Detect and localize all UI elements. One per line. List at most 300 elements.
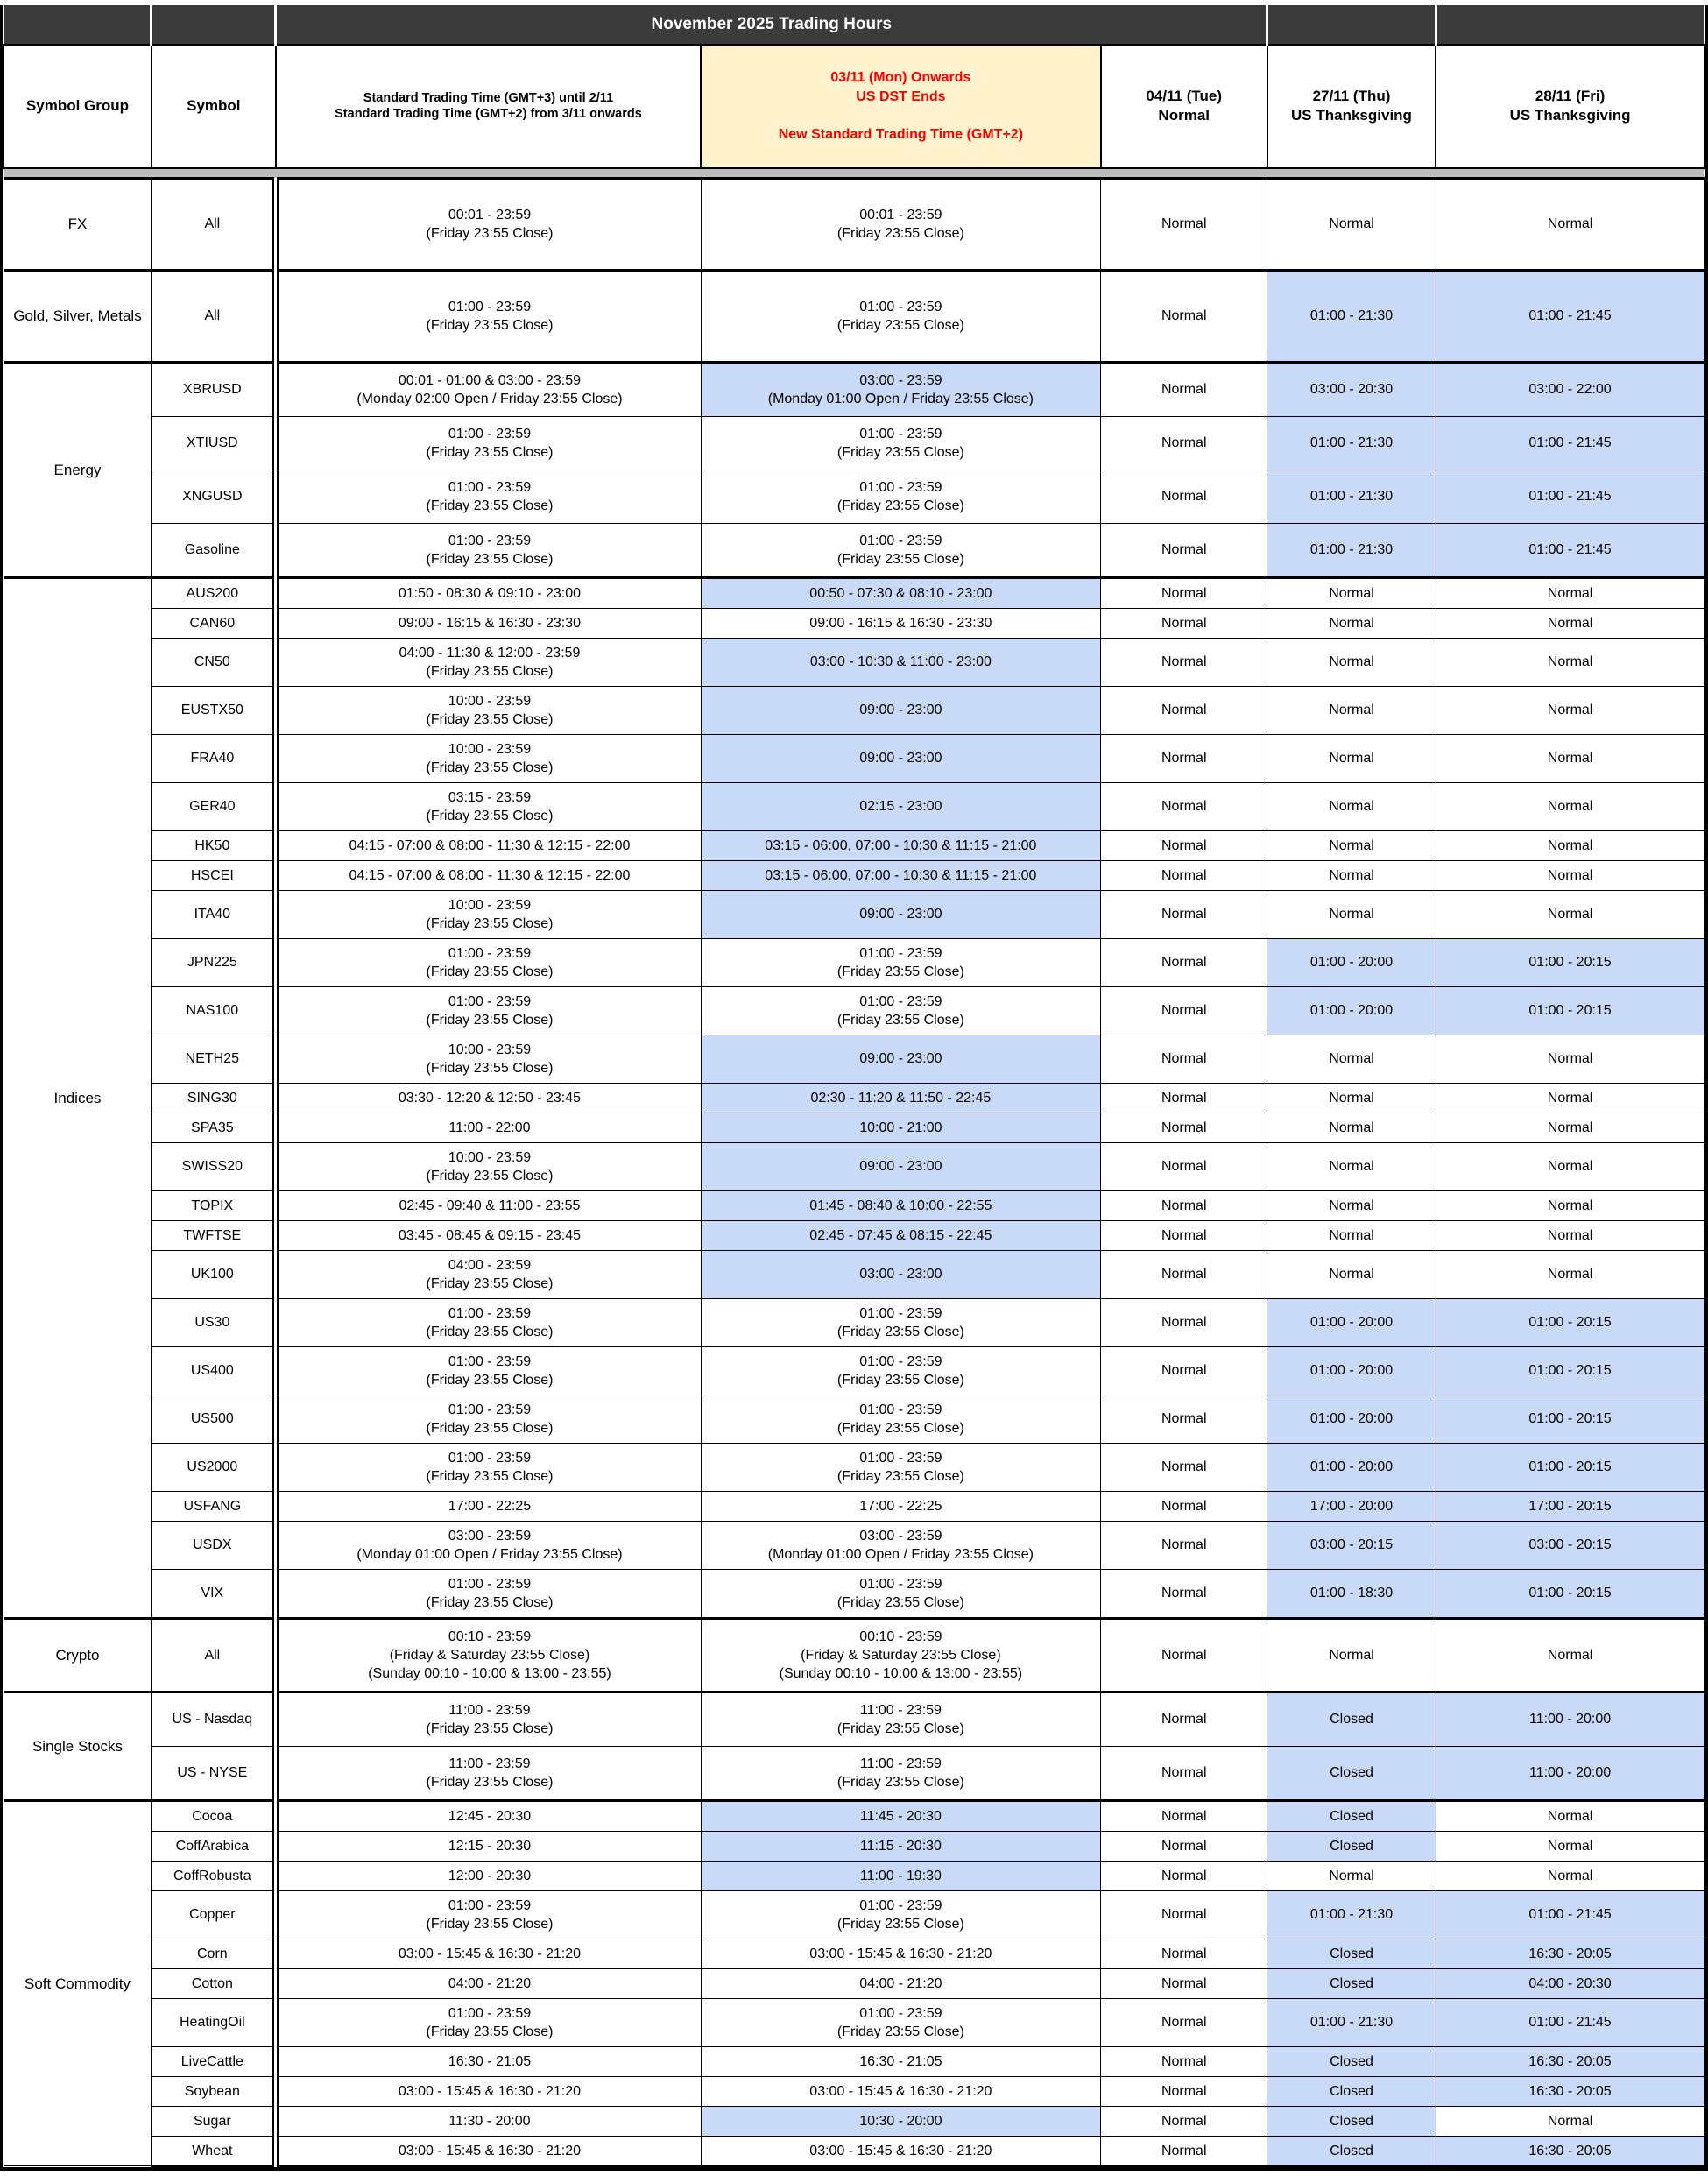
table-row xyxy=(4,2076,1704,2106)
day-date: 04/11 (Tue) xyxy=(1146,88,1223,105)
cell-2811 xyxy=(1436,1618,1704,1692)
cell-2711 xyxy=(1267,1521,1436,1569)
cell-line: 00:01 - 01:00 & 03:00 - 23:59 xyxy=(398,372,582,388)
cell-line: 11:15 - 20:30 xyxy=(859,1838,942,1854)
cell-2811 xyxy=(1436,860,1704,890)
cell-2711 xyxy=(1267,638,1436,686)
cell-line: Normal xyxy=(1161,799,1207,815)
cell-0411 xyxy=(1101,638,1267,686)
cell-line: Normal xyxy=(1161,1586,1207,1601)
cell-line: 03:00 - 15:45 & 16:30 - 21:20 xyxy=(398,1946,582,1961)
cell-2711 xyxy=(1267,608,1436,638)
cell-line: 01:00 - 21:45 xyxy=(1528,542,1612,558)
cell-standard-time xyxy=(276,2046,701,2076)
cell-line: Closed xyxy=(1330,1838,1373,1854)
cell-2811 xyxy=(1436,270,1704,362)
cell-0411 xyxy=(1101,1220,1267,1250)
cell-line: 12:15 - 20:30 xyxy=(448,1838,532,1854)
cell-line: (Friday 23:55 Close) xyxy=(426,444,554,460)
cell-standard-time xyxy=(276,362,701,416)
col-header-symbol: Symbol xyxy=(152,45,276,168)
cell-line: Normal xyxy=(1161,308,1207,324)
symbol-cell: NAS100 xyxy=(152,986,276,1035)
cell-line: Normal xyxy=(1547,837,1593,853)
symbol-cell: Copper xyxy=(152,1890,276,1939)
cell-line: 01:00 - 20:00 xyxy=(1309,1363,1394,1379)
cell-0411 xyxy=(1101,470,1267,523)
cell-line: Normal xyxy=(1161,615,1207,631)
cell-2811 xyxy=(1436,1692,1704,1746)
cell-standard-time xyxy=(276,1998,701,2046)
cell-2711 xyxy=(1267,1861,1436,1890)
cell-dst-time xyxy=(701,938,1100,986)
cell-line: Normal xyxy=(1161,1537,1207,1553)
symbol-cell: ITA40 xyxy=(152,890,276,938)
cell-line: Normal xyxy=(1161,2015,1207,2031)
cell-0411 xyxy=(1101,860,1267,890)
cell-line: 12:00 - 20:30 xyxy=(448,1868,532,1883)
symbol-cell: CoffRobusta xyxy=(152,1861,276,1890)
cell-line: (Friday 23:55 Close) xyxy=(836,225,964,241)
table-row xyxy=(4,890,1704,938)
cell-dst-time xyxy=(701,1939,1100,1968)
cell-line: 01:00 - 21:30 xyxy=(1309,435,1394,451)
separator-band xyxy=(4,168,1704,179)
cell-line: 01:00 - 20:15 xyxy=(1528,1363,1612,1379)
cell-2811 xyxy=(1436,470,1704,523)
cell-line: 03:00 - 23:59 xyxy=(859,372,942,388)
cell-dst-time xyxy=(701,1298,1100,1346)
col-header-symbol-group: Symbol Group xyxy=(4,45,152,168)
cell-line: 01:00 - 23:59 xyxy=(859,533,942,548)
cell-line: 01:00 - 21:30 xyxy=(1309,489,1394,505)
cell-line: 01:00 - 20:15 xyxy=(1528,1003,1612,1019)
cell-line: 01:00 - 20:00 xyxy=(1309,955,1394,971)
cell-line: 01:00 - 21:45 xyxy=(1528,308,1612,324)
dst-spacer xyxy=(709,106,1092,125)
cell-0411 xyxy=(1101,782,1267,830)
cell-standard-time xyxy=(276,2106,701,2136)
cell-line: Normal xyxy=(1161,1946,1207,1961)
col-header-2711 xyxy=(1267,45,1436,168)
cell-line: Normal xyxy=(1161,1975,1207,1991)
cell-line: 02:45 - 09:40 & 11:00 - 23:55 xyxy=(399,1198,581,1213)
symbol-cell: US400 xyxy=(152,1346,276,1395)
table-row xyxy=(4,686,1704,734)
cell-dst-time xyxy=(701,1142,1100,1190)
symbol-cell: Soybean xyxy=(152,2076,276,2106)
cell-line: (Friday 23:55 Close) xyxy=(426,1774,554,1790)
cell-standard-time xyxy=(276,1939,701,1968)
cell-2711 xyxy=(1267,470,1436,523)
cell-line: 01:00 - 23:59 xyxy=(859,945,942,961)
symbol-cell: NETH25 xyxy=(152,1035,276,1083)
cell-line: 16:30 - 21:05 xyxy=(448,2053,532,2069)
cell-dst-time xyxy=(701,1998,1100,2046)
cell-0411 xyxy=(1101,1692,1267,1746)
title-bar-segment xyxy=(1436,5,1704,45)
cell-line: Normal xyxy=(1547,1838,1593,1854)
cell-line: 01:00 - 23:59 xyxy=(448,299,532,314)
cell-line: 11:00 - 19:30 xyxy=(859,1868,942,1883)
cell-standard-time xyxy=(276,178,701,270)
cell-dst-time xyxy=(701,1035,1100,1083)
cell-2711 xyxy=(1267,830,1436,860)
cell-line: 04:15 - 07:00 & 08:00 - 11:30 & 12:15 - 22:00 xyxy=(349,867,631,883)
cell-2711 xyxy=(1267,686,1436,734)
cell-line: 00:01 - 23:59 xyxy=(448,207,532,223)
cell-line: (Friday 23:55 Close) xyxy=(836,1012,964,1028)
table-row xyxy=(4,1569,1704,1618)
cell-line: Normal xyxy=(1161,1868,1207,1883)
cell-line: 00:10 - 23:59 xyxy=(859,1628,942,1644)
cell-dst-time xyxy=(701,1569,1100,1618)
cell-line: Closed xyxy=(1330,1765,1373,1781)
symbol-cell: Cocoa xyxy=(152,1800,276,1831)
cell-line: Normal xyxy=(1329,799,1374,815)
cell-line: (Friday 23:55 Close) xyxy=(426,964,554,979)
separator-band-fill xyxy=(4,168,1704,179)
symbol-cell: US2000 xyxy=(152,1443,276,1491)
cell-line: Normal xyxy=(1161,1051,1207,1067)
symbol-group-cell: Gold, Silver, Metals xyxy=(4,270,152,362)
cell-line: Normal xyxy=(1547,2113,1593,2129)
cell-2811 xyxy=(1436,1998,1704,2046)
cell-dst-time xyxy=(701,2046,1100,2076)
cell-line: Normal xyxy=(1161,654,1207,670)
cell-standard-time xyxy=(276,860,701,890)
cell-line: Normal xyxy=(1547,1647,1593,1663)
cell-line: Normal xyxy=(1329,837,1374,853)
cell-line: 01:00 - 21:30 xyxy=(1309,2015,1394,2031)
symbol-cell: Sugar xyxy=(152,2106,276,2136)
cell-line: (Monday 01:00 Open / Friday 23:55 Close) xyxy=(767,1546,1034,1562)
symbol-cell: HSCEI xyxy=(152,860,276,890)
dst-line: New Standard Trading Time (GMT+2) xyxy=(778,127,1024,143)
cell-line: Normal xyxy=(1547,751,1593,767)
symbol-cell: AUS200 xyxy=(152,577,276,608)
cell-line: 11:00 - 23:59 xyxy=(859,1756,942,1771)
cell-line: 09:00 - 23:00 xyxy=(859,1051,942,1067)
table-row xyxy=(4,1298,1704,1346)
table-row xyxy=(4,1190,1704,1220)
cell-2711 xyxy=(1267,1569,1436,1618)
cell-line: Normal xyxy=(1161,1907,1207,1923)
cell-line: Closed xyxy=(1330,1975,1373,1991)
symbol-group-cell: Energy xyxy=(4,362,152,577)
cell-line: Normal xyxy=(1329,751,1374,767)
cell-line: (Friday 23:55 Close) xyxy=(426,759,554,775)
cell-dst-time xyxy=(701,2106,1100,2136)
cell-2711 xyxy=(1267,1831,1436,1861)
cell-line: 01:00 - 20:00 xyxy=(1309,1411,1394,1427)
cell-2711 xyxy=(1267,782,1436,830)
cell-line: (Friday 23:55 Close) xyxy=(836,1594,964,1610)
cell-standard-time xyxy=(276,608,701,638)
table-row xyxy=(4,1861,1704,1890)
cell-line: (Friday 23:55 Close) xyxy=(426,711,554,727)
cell-dst-time xyxy=(701,1250,1100,1298)
cell-line: 03:45 - 08:45 & 09:15 - 23:45 xyxy=(398,1227,582,1243)
cell-line: (Friday 23:55 Close) xyxy=(426,498,554,513)
page-title: November 2025 Trading Hours xyxy=(276,5,1267,45)
cell-line: Normal xyxy=(1329,1267,1374,1282)
cell-2711 xyxy=(1267,1968,1436,1998)
symbol-cell: SPA35 xyxy=(152,1113,276,1142)
cell-line: Normal xyxy=(1161,216,1207,232)
cell-2711 xyxy=(1267,1250,1436,1298)
cell-line: 01:00 - 21:45 xyxy=(1528,489,1612,505)
cell-line: 01:00 - 21:45 xyxy=(1528,2015,1612,2031)
table-row xyxy=(4,270,1704,362)
cell-standard-time xyxy=(276,830,701,860)
cell-dst-time xyxy=(701,1861,1100,1890)
col-header-standard-time xyxy=(276,45,701,168)
cell-2811 xyxy=(1436,178,1704,270)
table-row xyxy=(4,523,1704,577)
cell-2711 xyxy=(1267,2046,1436,2076)
cell-line: (Friday 23:55 Close) xyxy=(426,1168,554,1183)
cell-dst-time xyxy=(701,362,1100,416)
cell-line: Normal xyxy=(1161,955,1207,971)
cell-2811 xyxy=(1436,1890,1704,1939)
cell-line: 09:00 - 16:15 & 16:30 - 23:30 xyxy=(398,615,582,631)
cell-line: 09:00 - 23:00 xyxy=(859,907,942,922)
dst-line: 03/11 (Mon) Onwards xyxy=(830,70,971,85)
cell-line: Normal xyxy=(1329,867,1374,883)
title-bar-segment xyxy=(1267,5,1436,45)
cell-0411 xyxy=(1101,2076,1267,2106)
table-row xyxy=(4,1968,1704,1998)
cell-line: 01:00 - 20:15 xyxy=(1528,1586,1612,1601)
cell-line: 01:00 - 20:15 xyxy=(1528,1315,1612,1331)
cell-line: (Friday 23:55 Close) xyxy=(426,1916,554,1932)
cell-2811 xyxy=(1436,523,1704,577)
cell-line: 09:00 - 23:00 xyxy=(859,751,942,767)
cell-line: Normal xyxy=(1161,837,1207,853)
cell-2711 xyxy=(1267,734,1436,782)
cell-line: (Friday 23:55 Close) xyxy=(836,1720,964,1736)
cell-dst-time xyxy=(701,1692,1100,1746)
cell-line: 10:30 - 20:00 xyxy=(859,2113,942,2129)
cell-0411 xyxy=(1101,1298,1267,1346)
dst-line: US DST Ends xyxy=(856,88,946,104)
cell-dst-time xyxy=(701,830,1100,860)
cell-2711 xyxy=(1267,2076,1436,2106)
cell-line: 10:00 - 23:59 xyxy=(448,693,532,709)
col-header-2811 xyxy=(1436,45,1704,168)
table-row xyxy=(4,1142,1704,1190)
cell-line: 01:00 - 23:59 xyxy=(859,479,942,495)
cell-line: (Friday 23:55 Close) xyxy=(426,663,554,679)
cell-2811 xyxy=(1436,1250,1704,1298)
cell-dst-time xyxy=(701,416,1100,470)
cell-standard-time xyxy=(276,1800,701,1831)
cell-line: Normal xyxy=(1329,615,1374,631)
cell-0411 xyxy=(1101,830,1267,860)
cell-standard-time xyxy=(276,1190,701,1220)
cell-0411 xyxy=(1101,270,1267,362)
cell-line: (Friday 23:55 Close) xyxy=(836,1916,964,1932)
table-row xyxy=(4,1035,1704,1083)
cell-standard-time xyxy=(276,890,701,938)
cell-line: 01:00 - 23:59 xyxy=(448,1897,532,1913)
symbol-cell: US - Nasdaq xyxy=(152,1692,276,1746)
day-date: 28/11 (Fri) xyxy=(1535,88,1606,105)
cell-2811 xyxy=(1436,2136,1704,2166)
symbol-cell: LiveCattle xyxy=(152,2046,276,2076)
cell-line: Normal xyxy=(1161,1411,1207,1427)
cell-2711 xyxy=(1267,1298,1436,1346)
cell-line: 03:00 - 15:45 & 16:30 - 21:20 xyxy=(809,1946,992,1961)
cell-line: 01:00 - 23:59 xyxy=(859,1576,942,1592)
cell-2711 xyxy=(1267,1083,1436,1113)
cell-line: (Friday 23:55 Close) xyxy=(836,1468,964,1484)
cell-line: Normal xyxy=(1329,1868,1374,1883)
cell-2811 xyxy=(1436,1443,1704,1491)
cell-line: (Friday 23:55 Close) xyxy=(426,915,554,931)
cell-line: Normal xyxy=(1547,585,1593,601)
cell-dst-time xyxy=(701,1521,1100,1569)
table-row xyxy=(4,1831,1704,1861)
cell-0411 xyxy=(1101,938,1267,986)
cell-line: 03:00 - 15:45 & 16:30 - 21:20 xyxy=(398,2083,582,2099)
cell-line: 00:01 - 23:59 xyxy=(859,207,942,223)
cell-line: 01:00 - 23:59 xyxy=(448,479,532,495)
table-row xyxy=(4,2046,1704,2076)
symbol-cell: All xyxy=(152,1618,276,1692)
cell-0411 xyxy=(1101,178,1267,270)
cell-line: 01:00 - 23:59 xyxy=(859,1353,942,1369)
symbol-cell: VIX xyxy=(152,1569,276,1618)
table-row xyxy=(4,1746,1704,1800)
cell-line: 01:00 - 23:59 xyxy=(448,993,532,1009)
cell-2811 xyxy=(1436,1142,1704,1190)
cell-dst-time xyxy=(701,1190,1100,1220)
cell-dst-time xyxy=(701,178,1100,270)
cell-line: (Friday & Saturday 23:55 Close) xyxy=(801,1647,1001,1663)
cell-dst-time xyxy=(701,1968,1100,1998)
table-row xyxy=(4,470,1704,523)
cell-2811 xyxy=(1436,1220,1704,1250)
day-note: US Thanksgiving xyxy=(1291,107,1412,124)
cell-2811 xyxy=(1436,1831,1704,1861)
cell-line: 03:00 - 15:45 & 16:30 - 21:20 xyxy=(809,2143,992,2158)
symbol-cell: CoffArabica xyxy=(152,1831,276,1861)
symbol-cell: SWISS20 xyxy=(152,1142,276,1190)
cell-line: Normal xyxy=(1161,435,1207,451)
cell-line: (Friday 23:55 Close) xyxy=(426,317,554,333)
cell-line: 10:00 - 23:59 xyxy=(448,1149,532,1165)
cell-line: Normal xyxy=(1161,2083,1207,2099)
cell-line: 04:00 - 21:20 xyxy=(448,1975,532,1991)
cell-line: 11:45 - 20:30 xyxy=(859,1808,942,1824)
cell-line: 00:10 - 23:59 xyxy=(448,1628,532,1644)
cell-line: 03:15 - 06:00, 07:00 - 10:30 & 11:15 - 21:00 xyxy=(765,867,1037,883)
cell-0411 xyxy=(1101,1939,1267,1968)
cell-line: 03:00 - 20:15 xyxy=(1309,1537,1394,1553)
cell-line: Closed xyxy=(1330,1808,1373,1824)
cell-standard-time xyxy=(276,1491,701,1521)
cell-standard-time xyxy=(276,1113,701,1142)
cell-line: Closed xyxy=(1330,1712,1373,1727)
cell-2711 xyxy=(1267,1491,1436,1521)
cell-line: (Monday 01:00 Open / Friday 23:55 Close) xyxy=(767,391,1034,406)
title-bar-segment xyxy=(152,5,276,45)
cell-standard-time xyxy=(276,523,701,577)
cell-line: Normal xyxy=(1547,1267,1593,1282)
cell-line: (Friday 23:55 Close) xyxy=(836,1774,964,1790)
cell-2811 xyxy=(1436,1800,1704,1831)
cell-line: (Friday 23:55 Close) xyxy=(836,2024,964,2039)
symbol-cell: USFANG xyxy=(152,1491,276,1521)
cell-dst-time xyxy=(701,2076,1100,2106)
cell-2811 xyxy=(1436,416,1704,470)
cell-line: 01:50 - 08:30 & 09:10 - 23:00 xyxy=(398,585,582,601)
cell-line: 02:15 - 23:00 xyxy=(859,799,942,815)
cell-line: 01:00 - 20:15 xyxy=(1528,1459,1612,1475)
cell-line: Normal xyxy=(1161,2053,1207,2069)
cell-line: 01:00 - 23:59 xyxy=(859,1305,942,1321)
cell-standard-time xyxy=(276,2136,701,2166)
cell-line: Normal xyxy=(1161,1459,1207,1475)
cell-line: Normal xyxy=(1547,703,1593,718)
cell-line: Normal xyxy=(1329,1120,1374,1135)
cell-line: 01:00 - 23:59 xyxy=(448,1305,532,1321)
cell-line: 01:00 - 21:45 xyxy=(1528,1907,1612,1923)
cell-standard-time xyxy=(276,1968,701,1998)
cell-line: Normal xyxy=(1547,907,1593,922)
cell-line: (Friday 23:55 Close) xyxy=(836,964,964,979)
cell-2811 xyxy=(1436,1491,1704,1521)
cell-line: 01:45 - 08:40 & 10:00 - 22:55 xyxy=(809,1198,992,1213)
cell-line: 16:30 - 20:05 xyxy=(1528,2053,1612,2069)
symbol-cell: US - NYSE xyxy=(152,1746,276,1800)
cell-line: 01:00 - 20:00 xyxy=(1309,1459,1394,1475)
cell-line: Normal xyxy=(1161,1159,1207,1175)
table-row xyxy=(4,178,1704,270)
table-row xyxy=(4,1113,1704,1142)
cell-dst-time xyxy=(701,1443,1100,1491)
cell-line: 09:00 - 16:15 & 16:30 - 23:30 xyxy=(809,615,992,631)
cell-2711 xyxy=(1267,1346,1436,1395)
cell-line: 11:00 - 23:59 xyxy=(448,1756,531,1771)
cell-line: Normal xyxy=(1547,615,1593,631)
cell-line: 02:30 - 11:20 & 11:50 - 22:45 xyxy=(810,1090,992,1106)
cell-dst-time xyxy=(701,1395,1100,1443)
col-header-0411 xyxy=(1101,45,1267,168)
cell-0411 xyxy=(1101,1113,1267,1142)
cell-0411 xyxy=(1101,523,1267,577)
table-row xyxy=(4,1939,1704,1968)
cell-line: 17:00 - 22:25 xyxy=(448,1498,532,1514)
cell-line: 01:00 - 23:59 xyxy=(859,299,942,314)
cell-0411 xyxy=(1101,1142,1267,1190)
cell-line: Normal xyxy=(1161,1267,1207,1282)
cell-line: 03:00 - 15:45 & 16:30 - 21:20 xyxy=(809,2083,992,2099)
cell-line: Normal xyxy=(1547,1808,1593,1824)
col-header-dst xyxy=(701,45,1100,168)
cell-dst-time xyxy=(701,577,1100,608)
cell-line: Normal xyxy=(1329,703,1374,718)
cell-0411 xyxy=(1101,1861,1267,1890)
cell-2811 xyxy=(1436,1569,1704,1618)
cell-2711 xyxy=(1267,890,1436,938)
cell-dst-time xyxy=(701,734,1100,782)
cell-line: (Friday 23:55 Close) xyxy=(426,2024,554,2039)
cell-line: 04:00 - 21:20 xyxy=(859,1975,942,1991)
title-bar-segment xyxy=(4,5,152,45)
